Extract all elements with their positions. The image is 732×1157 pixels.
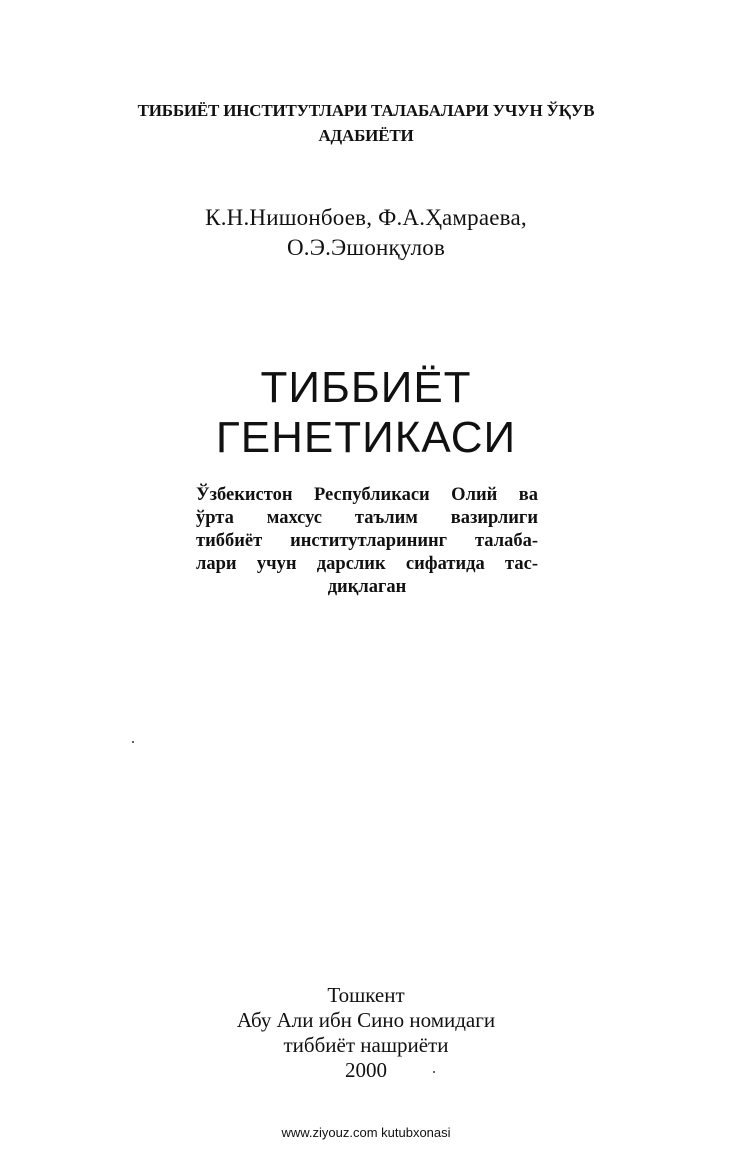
book-title-line-1: ТИББИЁТ <box>260 363 472 412</box>
series-heading-line-2: АДАБИЁТИ <box>318 126 414 145</box>
approval-line: Ўзбекистон Республикаси Олий ва <box>196 485 538 505</box>
imprint-city: Тошкент <box>327 983 405 1007</box>
imprint-year: 2000 <box>345 1058 387 1082</box>
scan-speck <box>433 1071 435 1073</box>
book-title-line-2: ГЕНЕТИКАСИ <box>215 413 517 462</box>
approval-statement <box>196 484 538 599</box>
footer-source-link[interactable]: www.ziyouz.com kutubxonasi <box>281 1125 451 1140</box>
authors-line-1: К.Н.Нишонбоев, Ф.А.Ҳамраева, <box>205 205 527 230</box>
authors-line-2: О.Э.Эшонқулов <box>286 235 446 260</box>
series-heading-line-1: ТИББИЁТ ИНСТИТУТЛАРИ ТАЛАБАЛАРИ УЧУН ЎҚУВ <box>137 101 595 120</box>
imprint-publisher-line-1: Абу Али ибн Сино номидаги <box>236 1008 496 1032</box>
approval-line: ўрта махсус таълим вазирлиги <box>196 508 538 528</box>
approval-line: лари учун дарслик сифатида тас- <box>196 554 538 574</box>
imprint-publisher-line-2: тиббиёт нашриёти <box>283 1033 449 1057</box>
approval-line: тиббиёт институтларининг талаба- <box>196 531 538 551</box>
scan-speck <box>132 741 134 743</box>
approval-line: диқлаган <box>327 577 407 597</box>
